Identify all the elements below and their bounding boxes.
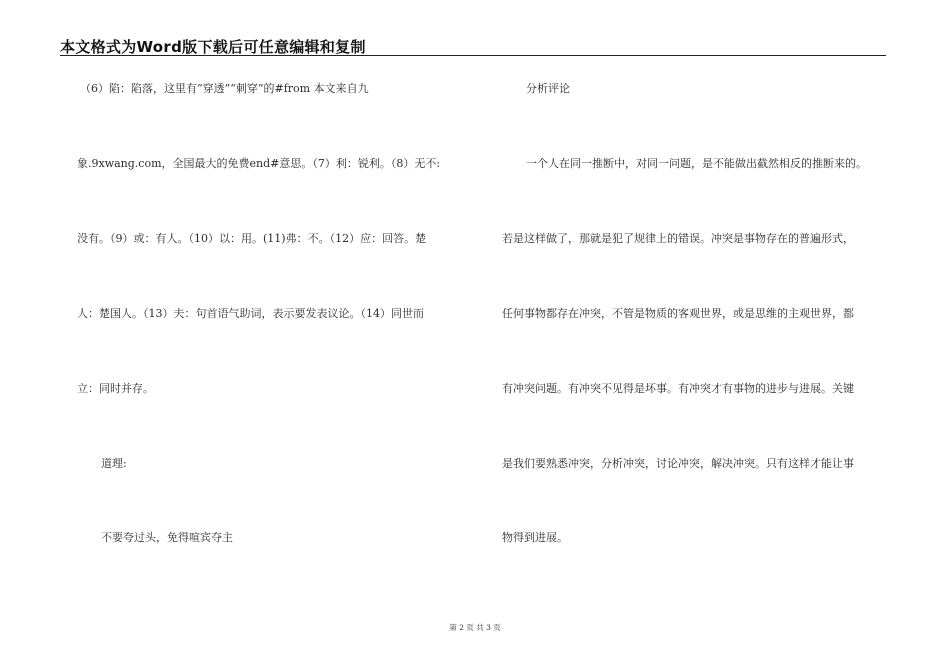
page-header-title: 本文格式为Word版下载后可任意编辑和复制 — [60, 38, 366, 56]
left-line-1: （6）陷：陷落，这里有“穿透”“刺穿”的#from 本文来自九 — [80, 82, 369, 95]
left-line-5: 立：同时并存。 — [77, 382, 154, 395]
right-line-2: 若是这样做了，那就是犯了规律上的错误。冲突是事物存在的普遍形式， — [502, 232, 854, 245]
left-line-moral: 不要夸过头，免得喧宾夺主 — [101, 531, 233, 544]
left-heading-daoli: 道理: — [101, 457, 127, 470]
right-line-1: 一个人在同一推断中，对同一问题，是不能做出截然相反的推断来的。 — [526, 157, 867, 170]
right-heading-analysis: 分析评论 — [526, 82, 570, 95]
left-line-3: 没有。（9）或：有人。（10）以：用。(11)弗：不。（12）应：回答。楚 — [77, 232, 427, 245]
right-line-3: 任何事物都存在冲突，不管是物质的客观世界，或是思维的主观世界，都 — [502, 307, 854, 320]
left-line-4: 人：楚国人。（13）夫：句首语气助词，表示要发表议论。（14）同世而 — [77, 307, 424, 320]
right-line-6: 物得到进展。 — [502, 531, 568, 544]
page-number-footer: 第 2 页 共 3 页 — [449, 623, 501, 632]
left-line-2: 象.9xwang.com，全国最大的免费end#意思。（7）利：锐利。（8）无不: — [77, 157, 441, 170]
right-line-4: 有冲突问题。有冲突不见得是坏事。有冲突才有事物的进步与进展。关键 — [502, 382, 854, 395]
header-rule — [60, 55, 886, 56]
right-line-5: 是我们要熟悉冲突，分析冲突，讨论冲突，解决冲突。只有这样才能让事 — [502, 457, 854, 470]
